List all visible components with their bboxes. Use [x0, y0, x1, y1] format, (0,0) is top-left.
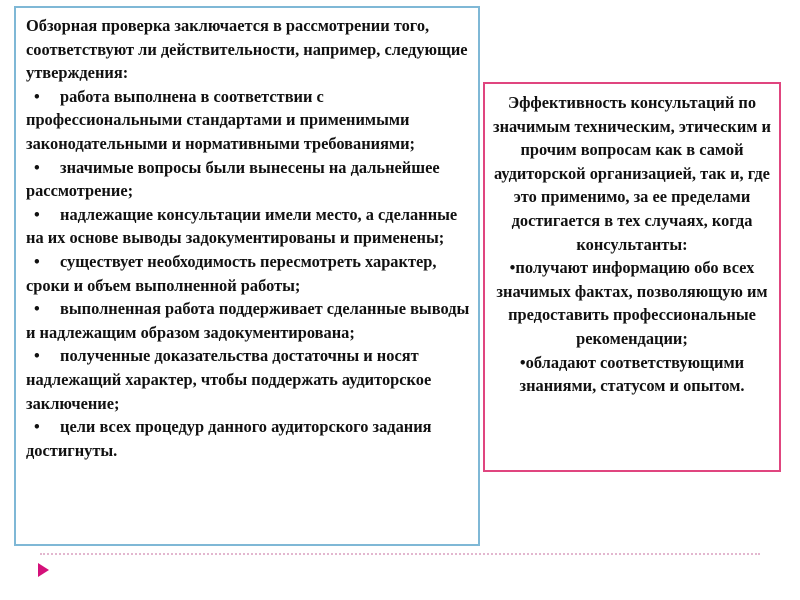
bullet-text: значимые вопросы были вынесены на дальнейшее рассмотрение;: [26, 157, 440, 201]
list-item: [26, 297, 470, 344]
bullet-text: цели всех процедур данного аудиторского задания достигнуты.: [26, 417, 432, 460]
list-item: [26, 250, 470, 297]
bullet-text: полученные доказательства достаточны и носят надлежащий характер, чтобы поддержать аудиторское заключение;: [26, 346, 432, 413]
bullet-marker: •: [34, 86, 40, 106]
review-statements-panel: [14, 6, 480, 546]
bullet-text: выполненная работа поддерживает сделанные выводы и надлежащим образом задокументирована;: [26, 299, 470, 342]
footer-divider: [40, 553, 760, 555]
bullet-marker: •: [34, 204, 40, 224]
list-item: [26, 344, 470, 415]
review-bullet-list: [26, 85, 470, 463]
list-item: •получают информацию обо всех значимых фактах, позволяющую им предоставить профессиональные рекомендации;: [496, 258, 768, 348]
triangle-right-icon[interactable]: [38, 563, 49, 577]
consultation-intro-text: Эффективность консультаций по значимым техническим, этическим и прочим вопросам как в самой аудиторской организацией, так и, где это применимо, за ее пределами достигается в тех случаях, когда консультанты:: [493, 93, 771, 254]
list-item: [26, 203, 470, 250]
bullet-text: существует необходимость пересмотреть характер, сроки и объем выполненной работы;: [26, 251, 437, 295]
bullet-marker: •: [34, 251, 40, 271]
list-item: [26, 85, 470, 156]
bullet-marker: •: [34, 299, 40, 319]
bullet-text: работа выполнена в соответствии с профессиональными стандартами и применимыми законодательными и нормативными требованиями;: [26, 86, 416, 153]
list-item: [26, 156, 470, 203]
bullet-marker: •: [34, 346, 40, 366]
review-intro-text: Обзорная проверка заключается в рассмотрении того, соответствуют ли действительности, например, следующие утверждения:: [26, 16, 468, 83]
consultation-effectiveness-panel: [483, 82, 781, 472]
bullet-text: надлежащие консультации имели место, а сделанные на их основе выводы задокументированы и применены;: [26, 204, 458, 248]
bullet-marker: •: [34, 417, 40, 437]
list-item: [26, 415, 470, 462]
list-item: •обладают соответствующими знаниями, статусом и опытом.: [519, 352, 745, 396]
bullet-marker: •: [34, 157, 40, 177]
